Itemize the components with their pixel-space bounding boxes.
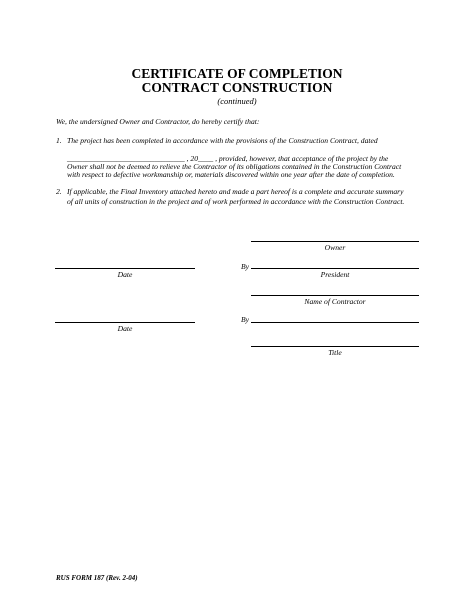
item2-number: 2. [56,187,62,196]
contractor-by-signature-line[interactable] [251,322,419,323]
item1-line3: Owner shall not be deemed to relieve the Contractor of its obligations contained in the Construction Contract [67,162,402,171]
date-line-2[interactable] [55,322,195,323]
date-label-2: Date [117,324,133,333]
document-title-line2: CONTRACT CONSTRUCTION [141,80,333,95]
document-subtitle: (continued) [217,96,257,106]
item2-line2: of all units of construction in the project and of work performed in accordance with the Construction Contract. [67,197,405,206]
item2-line1: If applicable, the Final Inventory attached hereto and made a part hereof is a complete and accurate summary [67,187,404,196]
item1-line2-date-blank: _______________________________ , 20____ , provided, however, that acceptance of the project by the [67,154,389,163]
item1-number: 1. [56,136,62,145]
item1-line4: with respect to defective workmanship or, materials discovered within one year after the date of completion. [67,170,395,179]
intro-text: We, the undersigned Owner and Contractor, do hereby certify that: [56,117,260,126]
president-label: President [320,270,350,279]
title-label: Title [328,348,342,357]
date-line-1[interactable] [55,268,195,269]
by-label-1: By [241,262,250,271]
title-line[interactable] [251,346,419,347]
form-footer: RUS FORM 187 (Rev. 2-04) [56,574,138,582]
item1-line1: The project has been completed in accordance with the provisions of the Construction Contract, dated [67,136,378,145]
owner-label: Owner [324,243,346,252]
date-label-1: Date [117,270,133,279]
president-signature-line[interactable] [251,268,419,269]
owner-signature-line[interactable] [251,241,419,242]
contractor-label: Name of Contractor [304,297,366,306]
by-label-2: By [241,315,250,324]
contractor-name-line[interactable] [251,295,419,296]
document-title-line1: CERTIFICATE OF COMPLETION [131,66,343,81]
